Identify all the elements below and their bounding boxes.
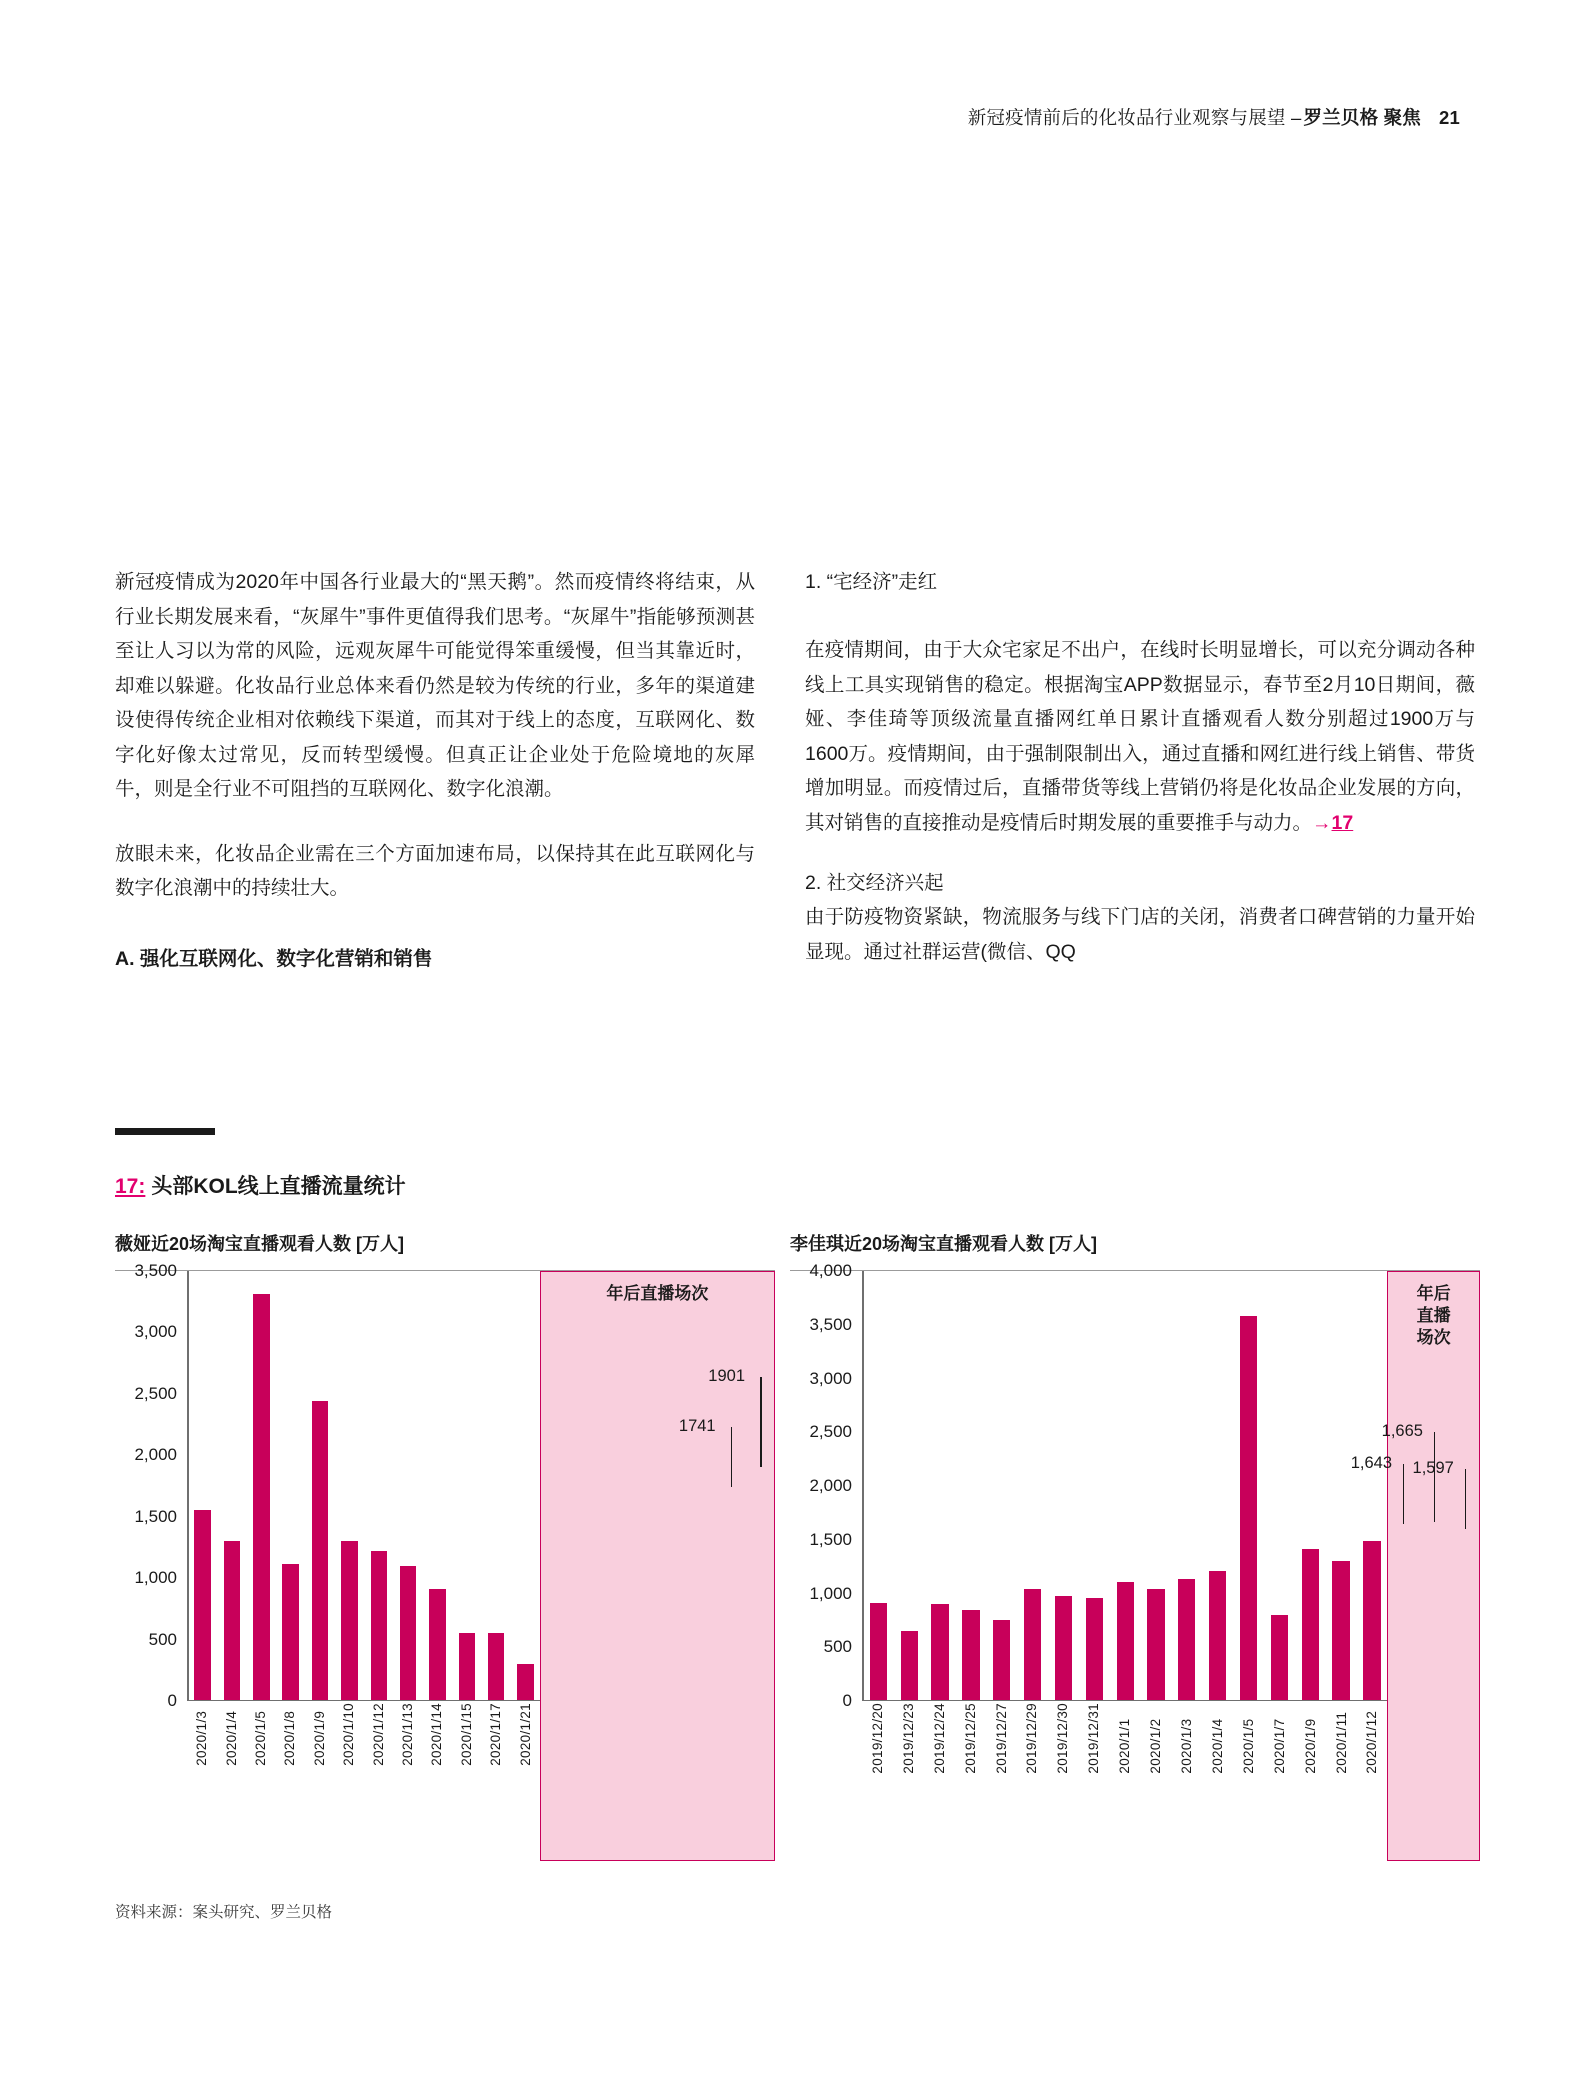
- bar[interactable]: [1240, 1316, 1257, 1700]
- x-label-slot: [1264, 1703, 1295, 1774]
- x-label-slot: [1047, 1703, 1078, 1774]
- x-label-slot: [1326, 1703, 1357, 1774]
- bar-slot: [305, 1271, 334, 1700]
- bar-slot: [863, 1271, 894, 1700]
- bar-slot: [894, 1271, 925, 1700]
- x-label-slot: [422, 1703, 451, 1766]
- x-axis-tick-label: 2019/12/27: [993, 1703, 1009, 1774]
- bar[interactable]: [1302, 1549, 1319, 1700]
- bar[interactable]: [993, 1620, 1010, 1700]
- x-label-slot: [1140, 1703, 1171, 1774]
- list-item-1-title: 1. “宅经济”走红: [805, 571, 938, 593]
- y-axis-tick: 0: [842, 1691, 852, 1710]
- y-axis-tick: 2,500: [134, 1383, 177, 1403]
- x-label-slot: [305, 1703, 334, 1766]
- bar[interactable]: [1271, 1615, 1288, 1700]
- y-axis-tick: 1,500: [809, 1529, 852, 1549]
- x-label-slot: [393, 1703, 422, 1766]
- chart-lijiaqi-caption: 李佳琪近20场淘宝直播观看人数 [万人]: [790, 1234, 1098, 1254]
- x-axis-tick-label: 2020/1/14: [429, 1703, 445, 1766]
- bar-slot: [956, 1271, 987, 1700]
- bar-slot: [1326, 1271, 1357, 1700]
- chart-weiya: [115, 1230, 775, 1766]
- x-axis-tick-label: 2020/1/21: [517, 1703, 533, 1766]
- x-label-slot: [216, 1703, 245, 1766]
- x-label-slot: [363, 1703, 392, 1766]
- y-axis-tick: 500: [148, 1629, 177, 1649]
- reference-arrow-icon: →: [1312, 811, 1332, 834]
- x-label-slot: [1233, 1703, 1264, 1774]
- x-label-slot: [481, 1703, 510, 1766]
- x-axis-tick-label: 2020/1/17: [488, 1703, 504, 1766]
- y-axis-tick: 0: [167, 1691, 177, 1710]
- bar-slot: [1110, 1271, 1141, 1700]
- bar[interactable]: [870, 1603, 887, 1700]
- chart-weiya-plot-area: [115, 1261, 775, 1766]
- bar[interactable]: [341, 1541, 357, 1699]
- x-axis-tick-label: 2020/1/4: [1209, 1718, 1225, 1774]
- exhibit-title-text: 头部KOL线上直播流量统计: [151, 1175, 406, 1198]
- x-axis-tick-label: 2020/1/10: [341, 1703, 357, 1766]
- x-axis-tick-label: 2020/1/9: [311, 1710, 327, 1766]
- bar[interactable]: [962, 1610, 979, 1699]
- bar-slot: [423, 1271, 452, 1700]
- post-newyear-highlight-band: [1387, 1271, 1480, 1861]
- bar[interactable]: [1209, 1571, 1226, 1700]
- chart-lijiaqi-plot-area: [790, 1261, 1480, 1774]
- x-axis-tick-label: 2020/1/13: [400, 1703, 416, 1766]
- left-text-column: [115, 565, 755, 976]
- value-leader-line: [760, 1377, 762, 1467]
- bar-slot: [1357, 1271, 1388, 1700]
- x-label-slot: [924, 1703, 955, 1774]
- list-item-2-body: 由于防疫物资紧缺，物流服务与线下门店的关闭，消费者口碑营销的力量开始显现。通过社群运营(微信、QQ: [805, 906, 1475, 963]
- bar-slot: [925, 1271, 956, 1700]
- x-label-slot: [246, 1703, 275, 1766]
- highlight-band-label: 年后直播场次: [606, 1284, 709, 1303]
- x-axis-tick-label: 2020/1/3: [1179, 1718, 1195, 1774]
- bar-slot: [1141, 1271, 1172, 1700]
- y-axis-tick: 500: [823, 1637, 852, 1657]
- exhibit-divider: [115, 1128, 215, 1135]
- x-label-slot: [893, 1703, 924, 1774]
- bar[interactable]: [1055, 1596, 1072, 1699]
- source-note: 资料来源：案头研究、罗兰贝格: [115, 1904, 333, 1921]
- x-label-slot: [187, 1703, 216, 1766]
- section-subheading-a: A. 强化互联网化、数字化营销和销售: [115, 947, 433, 970]
- bar[interactable]: [312, 1401, 328, 1700]
- x-label-slot: [986, 1703, 1017, 1774]
- bar-slot: [1233, 1271, 1264, 1700]
- x-axis-tick-label: 2019/12/29: [1024, 1703, 1040, 1774]
- list-item-1-body-text: 在疫情期间，由于大众宅家足不出户，在线时长明显增长，可以充分调动各种线上工具实现销售的稳定。根据淘宝APP数据显示，春节至2月10日期间，薇娅、李佳琦等顶级流量直播网红单日累计直播观看人数分别超过1900万与1600万。疫情期间，由于强制限制出入，通过直播和网红进行线上销售、带货增加明显。而疫情过后，直播带货等线上营销仍将是化妆品企业发展的方向，其对销售的直接推动是疫情后时期发展的重要推手与动力。: [805, 639, 1475, 834]
- exhibit-number: 17:: [115, 1175, 146, 1198]
- value-leader-line: [1403, 1464, 1405, 1524]
- bar-slot: [1171, 1271, 1202, 1700]
- x-axis-tick-label: 2020/1/5: [1240, 1718, 1256, 1774]
- bar[interactable]: [1117, 1582, 1134, 1699]
- bar-slot: [364, 1271, 393, 1700]
- x-axis-tick-label: 2020/1/9: [1302, 1718, 1318, 1774]
- bar[interactable]: [459, 1633, 475, 1700]
- x-axis-tick-label: 2019/12/31: [1086, 1703, 1102, 1774]
- bar[interactable]: [931, 1604, 948, 1700]
- bar-slot: [276, 1271, 305, 1700]
- x-axis-tick-label: 2019/12/30: [1055, 1703, 1071, 1774]
- bar[interactable]: [371, 1551, 387, 1700]
- y-axis-tick: 3,000: [809, 1368, 852, 1388]
- bar-slot: [247, 1271, 276, 1700]
- x-axis-tick-label: 2020/1/11: [1333, 1711, 1349, 1774]
- x-label-slot: [1171, 1703, 1202, 1774]
- bar[interactable]: [488, 1633, 504, 1700]
- right-text-column: [805, 565, 1475, 999]
- x-label-slot: [1295, 1703, 1326, 1774]
- bar-value-label: 1901: [708, 1367, 746, 1386]
- bar-slot: [335, 1271, 364, 1700]
- x-label-slot: [1202, 1703, 1233, 1774]
- x-axis-tick-label: 2020/1/12: [370, 1703, 386, 1766]
- y-axis-tick: 1,000: [809, 1583, 852, 1603]
- bar-slot: [1264, 1271, 1295, 1700]
- x-axis-tick-label: 2020/1/2: [1148, 1718, 1164, 1774]
- x-label-slot: [334, 1703, 363, 1766]
- bar-slot: [217, 1271, 246, 1700]
- x-axis-tick-label: 2019/12/20: [869, 1703, 885, 1774]
- x-label-slot: [275, 1703, 304, 1766]
- x-label-slot: [955, 1703, 986, 1774]
- bar-slot: [1295, 1271, 1326, 1700]
- page-header: [968, 104, 1460, 130]
- x-label-slot: [452, 1703, 481, 1766]
- bar[interactable]: [1024, 1589, 1041, 1700]
- highlight-band-label: 年后 直播 场次: [1416, 1284, 1451, 1347]
- bar-slot: [452, 1271, 481, 1700]
- bar-slot: [188, 1271, 217, 1700]
- chart-lijiaqi: [790, 1230, 1480, 1774]
- chart-weiya-caption: 薇娅近20场淘宝直播观看人数 [万人]: [115, 1234, 405, 1254]
- bar[interactable]: [429, 1589, 445, 1700]
- post-newyear-highlight-band: [540, 1271, 775, 1861]
- x-label-slot: [1109, 1703, 1140, 1774]
- x-axis-tick-label: 2020/1/15: [458, 1703, 474, 1766]
- x-axis-tick-label: 2020/1/12: [1364, 1710, 1380, 1774]
- bar-value-label: 1,665: [1381, 1422, 1423, 1440]
- header-brand: 罗兰贝格 聚焦: [1303, 107, 1422, 128]
- bar-slot: [481, 1271, 510, 1700]
- bar[interactable]: [282, 1564, 298, 1699]
- x-axis-tick-label: 2020/1/4: [223, 1710, 239, 1766]
- x-axis-tick-label: 2019/12/23: [900, 1703, 916, 1774]
- y-axis-tick: 3,500: [809, 1314, 852, 1334]
- bar[interactable]: [400, 1566, 416, 1700]
- list-item-1-body: [805, 633, 1475, 840]
- x-axis-tick-label: 2020/1/8: [282, 1710, 298, 1766]
- value-leader-line: [1465, 1469, 1467, 1529]
- y-axis-tick: 2,000: [134, 1445, 177, 1465]
- bar-slot: [986, 1271, 1017, 1700]
- bar[interactable]: [1086, 1598, 1103, 1699]
- x-label-slot: [1017, 1703, 1048, 1774]
- bar[interactable]: [1332, 1561, 1349, 1700]
- list-item-2-title: 2. 社交经济兴起: [805, 872, 944, 894]
- bar-value-label: 1741: [678, 1417, 716, 1436]
- bar-slot: [1017, 1271, 1048, 1700]
- exhibit-reference-link[interactable]: 17: [1331, 811, 1354, 834]
- paragraph-intro: 新冠疫情成为2020年中国各行业最大的“黑天鹅”。然而疫情终将结束，从行业长期发展来看，“灰犀牛”事件更值得我们思考。“灰犀牛”指能够预测甚至让人习以为常的风险，远观灰犀牛可能觉得笨重缓慢，但当其靠近时，却难以躲避。化妆品行业总体来看仍然是较为传统的行业，多年的渠道建设使得传统企业相对依赖线下渠道，而其对于线上的态度，互联网化、数字化好像太过常见，反而转型缓慢。但真正让企业处于危险境地的灰犀牛，则是全行业不可阻挡的互联网化、数字化浪潮。: [115, 571, 755, 800]
- y-axis-tick: 1,000: [134, 1568, 177, 1588]
- x-label-slot: [862, 1703, 893, 1774]
- bar-value-label: 1,643: [1350, 1454, 1393, 1473]
- y-axis-tick: 3,000: [134, 1322, 177, 1342]
- y-axis-tick: 1,500: [134, 1506, 177, 1526]
- bar[interactable]: [253, 1294, 269, 1699]
- value-leader-line: [731, 1427, 733, 1487]
- bar-value-label: 1,597: [1412, 1459, 1454, 1478]
- x-axis-tick-label: 2019/12/24: [931, 1703, 947, 1774]
- header-title: 新冠疫情前后的化妆品行业观察与展望 –: [967, 107, 1302, 128]
- bar[interactable]: [224, 1541, 240, 1699]
- y-axis-tick: 4,000: [809, 1261, 852, 1280]
- bar-slot: [511, 1271, 540, 1700]
- x-label-slot: [1078, 1703, 1109, 1774]
- x-label-slot: [1357, 1703, 1388, 1774]
- y-axis-tick: 2,000: [809, 1476, 852, 1495]
- page-number: 21: [1439, 107, 1460, 128]
- bar-slot: [393, 1271, 422, 1700]
- x-axis-tick-label: 2020/1/5: [253, 1710, 269, 1766]
- x-axis-tick-label: 2020/1/1: [1117, 1718, 1133, 1774]
- bar[interactable]: [1147, 1589, 1164, 1700]
- bar[interactable]: [517, 1664, 533, 1700]
- bar[interactable]: [1178, 1579, 1195, 1699]
- bar-slot: [1202, 1271, 1233, 1700]
- bar-slot: [1079, 1271, 1110, 1700]
- bar[interactable]: [194, 1510, 210, 1700]
- x-axis-tick-label: 2020/1/3: [194, 1710, 210, 1766]
- y-axis-tick: 3,500: [134, 1261, 177, 1280]
- y-axis-tick: 2,500: [809, 1422, 852, 1442]
- x-axis-tick-label: 2019/12/25: [962, 1703, 978, 1774]
- paragraph-outlook: 放眼未来，化妆品企业需在三个方面加速布局，以保持其在此互联网化与数字化浪潮中的持续壮大。: [115, 842, 755, 899]
- exhibit-title: [115, 1170, 406, 1200]
- bar[interactable]: [1363, 1541, 1380, 1699]
- x-label-slot: [510, 1703, 539, 1766]
- bar[interactable]: [901, 1631, 918, 1700]
- bar-slot: [1048, 1271, 1079, 1700]
- x-axis-tick-label: 2020/1/7: [1271, 1718, 1287, 1774]
